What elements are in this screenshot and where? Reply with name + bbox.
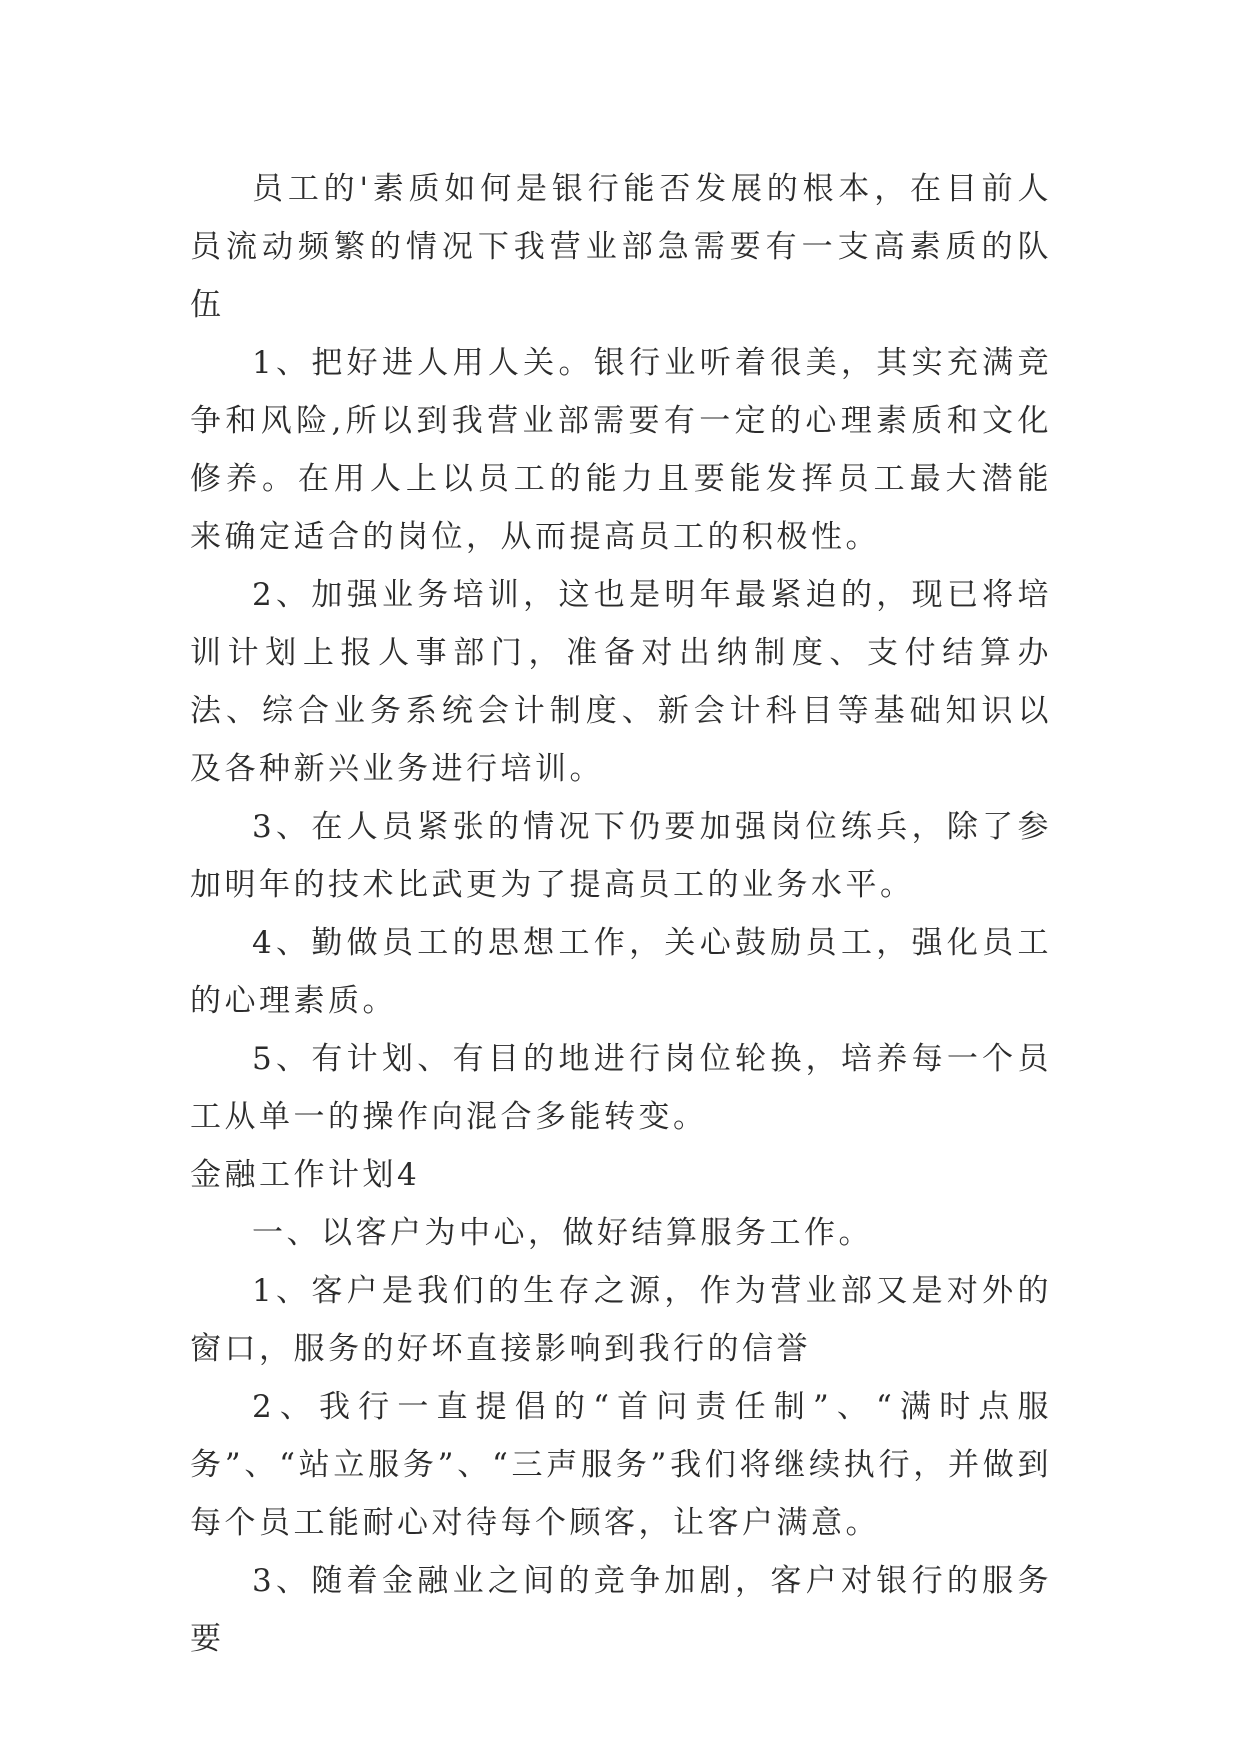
section-title: 金融工作计划4	[190, 1157, 421, 1193]
document-body	[190, 160, 1052, 1668]
paragraph-quality: 员工的'素质如何是银行能否发展的根本，在目前人员流动频繁的情况下我营业部急需要有一支高素质的队伍	[190, 171, 1052, 323]
paragraph-item-1: 1、把好进人用人关。银行业听着很美，其实充满竞争和风险,所以到我营业部需要有一定的心理素质和文化修养。在用人上以员工的能力且要能发挥员工最大潜能来确定适合的岗位，从而提高员工的积极性。	[190, 345, 1052, 555]
paragraph-item-2: 2、加强业务培训，这也是明年最紧迫的，现已将培训计划上报人事部门，准备对出纳制度、支付结算办法、综合业务系统会计制度、新会计科目等基础知识以及各种新兴业务进行培训。	[190, 577, 1052, 787]
section-paragraph-3: 3、随着金融业之间的竞争加剧，客户对银行的服务要	[190, 1563, 1052, 1657]
paragraph-item-5: 5、有计划、有目的地进行岗位轮换，培养每一个员工从单一的操作向混合多能转变。	[190, 1041, 1052, 1135]
paragraph-item-3: 3、在人员紧张的情况下仍要加强岗位练兵，除了参加明年的技术比武更为了提高员工的业务水平。	[190, 809, 1052, 903]
section-paragraph-intro: 一、以客户为中心，做好结算服务工作。	[252, 1215, 873, 1251]
section-paragraph-1: 1、客户是我们的生存之源，作为营业部又是对外的窗口，服务的好坏直接影响到我行的信誉	[190, 1273, 1052, 1367]
paragraph-item-4: 4、勤做员工的思想工作，关心鼓励员工，强化员工的心理素质。	[190, 925, 1052, 1019]
section-paragraph-2: 2、我行一直提倡的“首问责任制”、“满时点服务”、“站立服务”、“三声服务”我们将继续执行，并做到每个员工能耐心对待每个顾客，让客户满意。	[190, 1389, 1053, 1541]
